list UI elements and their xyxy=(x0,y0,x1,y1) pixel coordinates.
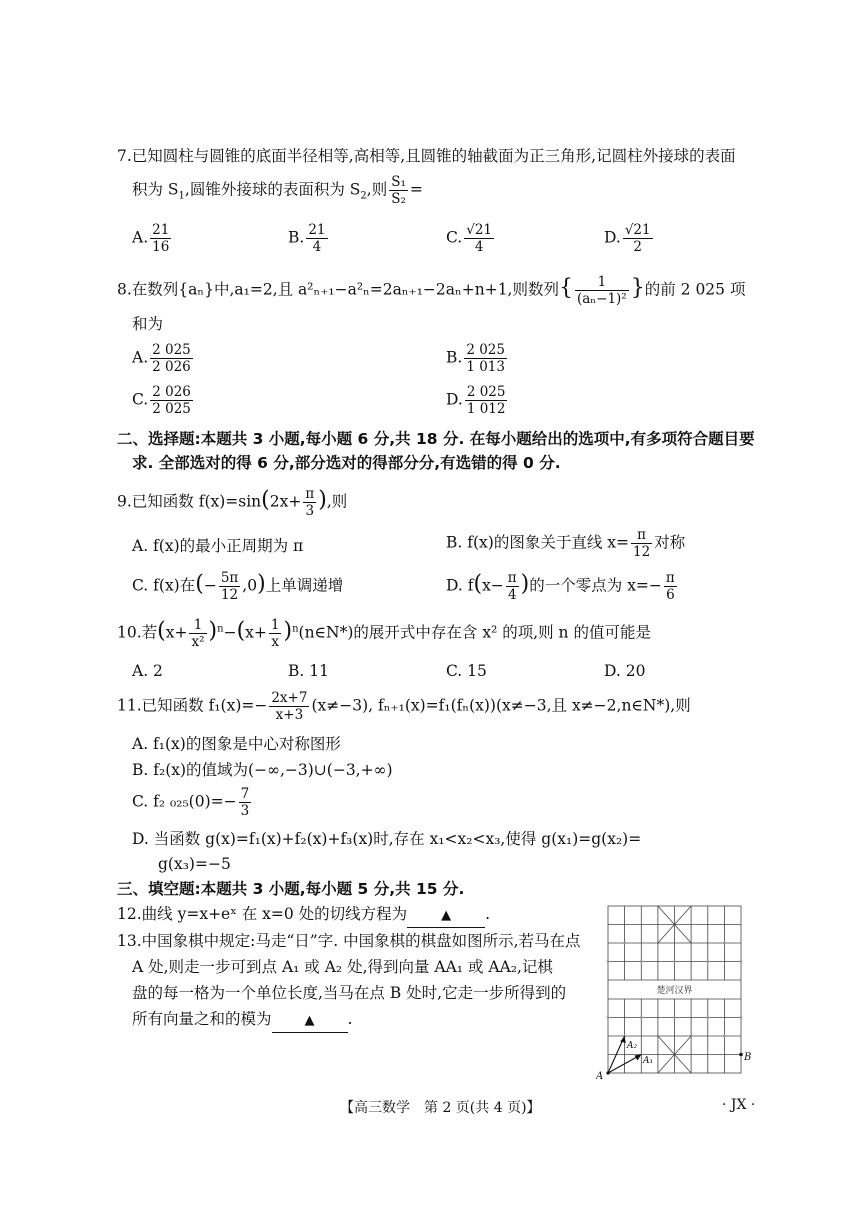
q7-option-a: A. $\frac{21}{16}$ xyxy=(132,222,170,255)
q13-line2: A 处,则走一步可到点 A₁ 或 A₂ 处,得到向量 AA₁ 或 AA₂,记棋 xyxy=(132,958,553,976)
label-a: A xyxy=(596,1071,604,1082)
q13-line3: 盘的每一格为一个单位长度,当马在点 B 处时,它走一步所得到的 xyxy=(132,984,567,1002)
q7-option-c: C. $\frac{√21}{4}$ xyxy=(446,222,493,255)
q7-line1: 7.已知圆柱与圆锥的底面半径相等,高相等,且圆锥的轴截面为正三角形,记圆柱外接球的表面 xyxy=(117,147,736,165)
q10-option-a: A. 2 xyxy=(132,662,163,680)
section2-heading-line2: 求. 全部选对的得 6 分,部分选对的得部分分,有选错的得 0 分. xyxy=(132,454,561,472)
q9-option-a: A. f(x)的最小正周期为 π xyxy=(132,537,304,555)
q8-option-d: D. $\frac{2 025}{1 012}$ xyxy=(446,384,506,417)
point-a xyxy=(606,1071,609,1074)
q11-option-b: B. f₂(x)的值域为(−∞,−3)∪(−3,+∞) xyxy=(132,761,393,779)
section3-heading: 三、填空题:本题共 3 小题,每小题 5 分,共 15 分. xyxy=(117,880,465,898)
q8-line2: 和为 xyxy=(132,315,164,333)
q11-option-a: A. f₁(x)的图象是中心对称图形 xyxy=(132,735,341,753)
footer-code: · JX · xyxy=(722,1097,756,1113)
label-a1: A₁ xyxy=(643,1056,654,1066)
q13-answer-blank: ▲ xyxy=(272,1008,348,1033)
label-b: B xyxy=(744,1052,752,1063)
section2-heading-line1: 二、选择题:本题共 3 小题,每小题 6 分,共 18 分. 在每小题给出的选项中,有多项符合题目要 xyxy=(117,430,755,448)
q11-option-d-line1: D. 当函数 g(x)=f₁(x)+f₂(x)+f₃(x)时,存在 x₁<x₂<x₃,使得 g(x₁)=g(x₂)= xyxy=(132,830,642,848)
point-b xyxy=(739,1053,743,1057)
label-a2: A₂ xyxy=(627,1041,638,1051)
q8-option-c: C. $\frac{2 026}{2 025}$ xyxy=(132,384,191,417)
q7-line2: 积为 $S_1$,圆锥外接球的表面积为 $S_2$,则 $\frac{\text{S₁}}{\text{S₂}}$ = xyxy=(132,174,423,207)
q9-option-c: C. f(x)在(− $\frac{5\pi}{12}$ ,0)上单调递增 xyxy=(132,570,344,603)
q12-stem: 12.曲线 y=x+eˣ 在 x=0 处的切线方程为 ▲ . xyxy=(117,903,490,928)
q9-option-b: B. f(x)的图象关于直线 x= $\frac{\pi}{12}$ 对称 xyxy=(446,527,686,560)
q7-option-b: B. $\frac{21}{4}$ xyxy=(288,222,326,255)
q13-line4: 所有向量之和的模为 ▲ . xyxy=(132,1008,352,1033)
chessboard-figure xyxy=(596,900,756,1085)
q8-option-b: B. $\frac{2 025}{1 013}$ xyxy=(446,342,505,375)
q11-option-d-line2: g(x₃)=−5 xyxy=(158,855,231,873)
q11-option-c: C. f₂ ₀₂₅(0)=− $\frac{7}{3}$ xyxy=(132,786,250,819)
river-label: 楚河汉界 xyxy=(656,986,693,996)
q7-option-d: D. $\frac{√21}{2}$ xyxy=(604,222,651,255)
q11-stem: 11.已知函数 f₁(x)=− $\frac{2x+7}{x+3}$ (x≠−3), fₙ₊₁(x)=f₁(fₙ(x))(x≠−3,且 x≠−2,n∈N*),则 xyxy=(117,690,691,723)
q9-stem: 9.已知函数 f(x)=sin(2x+ $\frac{\pi}{3}$ ),则 xyxy=(117,486,348,519)
q10-option-b: B. 11 xyxy=(288,662,329,680)
q13-line1: 13.中国象棋中规定:马走“日”字. 中国象棋的棋盘如图所示,若马在点 xyxy=(117,932,581,950)
q7-ratio-fraction: $\frac{\text{S₁}}{\text{S₂}}$ xyxy=(391,174,406,207)
q8-line1: 8.在数列{aₙ}中,a₁=2,且 a²ₙ₊₁−a²ₙ=2aₙ₊₁−2aₙ+n+1,则数列{ $\frac{1}{\text{(aₙ−1)²}}$ }的前 2 025 项 xyxy=(117,274,746,307)
footer-page-info: 【高三数学 第 2 页(共 4 页)】 xyxy=(340,1100,541,1116)
q10-option-c: C. 15 xyxy=(446,662,487,680)
q8-option-a: A. $\frac{2 025}{2 026}$ xyxy=(132,342,191,375)
q12-answer-blank: ▲ xyxy=(407,903,485,928)
q10-stem: 10.若(x+ $\frac{1}{\text{x²}}$ )$^n$−(x+ $\frac{1}{x}$ )$^n$(n∈N*)的展开式中存在含 x² 的项,则 n 的值可能是 xyxy=(117,617,651,650)
q10-option-d: D. 20 xyxy=(604,662,646,680)
q9-option-d: D. f(x− $\frac{\pi}{4}$ )的一个零点为 x=− $\frac{\pi}{6}$ xyxy=(446,570,675,603)
